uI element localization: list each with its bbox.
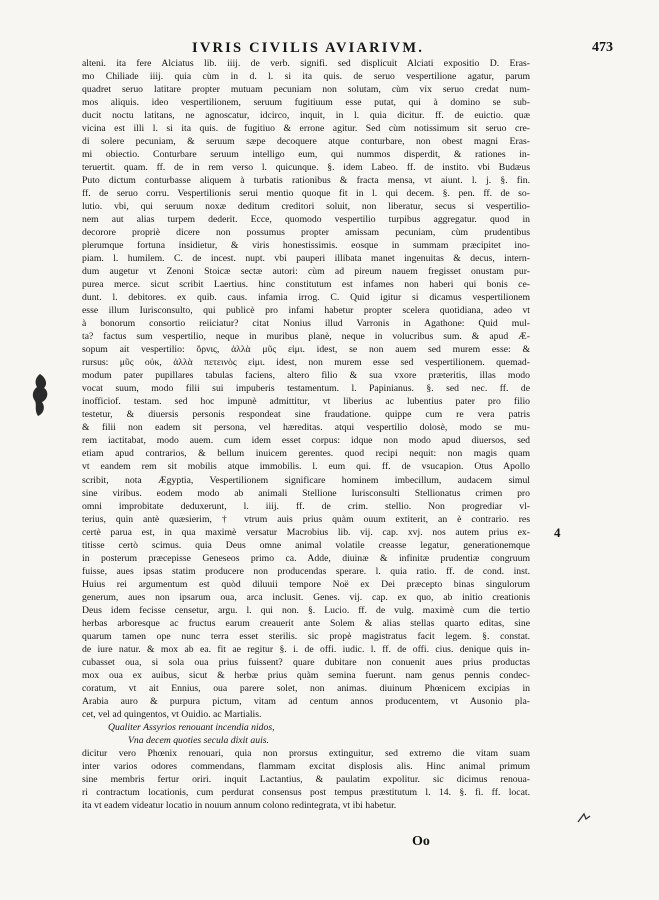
body-text bbox=[82, 57, 530, 812]
text-line: piam. l. humilem. C. de incest. nupt. vbi pauperi illibata manet ingenuitas & decus, intern- bbox=[82, 253, 530, 265]
ink-blot bbox=[30, 372, 52, 418]
text-line: testetur, & diuersis personis respondeat sine fraudatione. quippe cum re vera patris bbox=[82, 409, 530, 421]
text-line: Deus idem fecisse censetur, argu. l. qui non. §. Lucio. ff. de vulg. maximè cum die tertio bbox=[82, 604, 530, 616]
signature-mark: Oo bbox=[412, 834, 430, 849]
text-line: rem iactitabat, modo auem. cum idem esset corpus: idque non modo apud diuersos, sed bbox=[82, 435, 530, 447]
text-line: mox oua ex auibus, sicut & herbæ prius quàm semina fuerunt. nam genus pennis condec- bbox=[82, 669, 530, 681]
text-line: purea merce. sicut scribit Laertius. hinc constitutum est infames non haberi qui bonis ce- bbox=[82, 279, 530, 291]
text-line: cubasset oua, si sola oua prius fuissent? quare dubitare non conuenit aues prius productas bbox=[82, 656, 530, 668]
text-line: plerumque fortuna insidietur, & viris honestissimis. eosque in summam præcipitet ino- bbox=[82, 240, 530, 252]
text-line: mo Chiliade iiij. quia cùm in d. l. si ita quis. de seruo vespertilione agatur, parum bbox=[82, 71, 530, 83]
text-line: herbas arboresque ac fructus earum creauerit ante Solem & alias stellas quarto editas, sine bbox=[82, 617, 530, 629]
text-line: decorore propriè dicere non possumus propter amissam pecuniam, cùm prudentibus bbox=[82, 227, 530, 239]
text-line: titisse certò scimus. quia Deus omne animal volatile creasse legatur, generationemque bbox=[82, 539, 530, 551]
margin-note: 4 bbox=[554, 525, 561, 540]
text-line: vocat suum, modo filii sui impuberis testamentum. l. Papinianus. §. sed nec. ff. de bbox=[82, 383, 530, 395]
text-line: etiam apud contrarios, & bellum inuicem gerentes. quod recipi nequit: non magis quam bbox=[82, 448, 530, 460]
page-number: 473 bbox=[592, 40, 613, 55]
text-line: omni improbitate deduxerunt, l. iiij. ff. de crim. stellio. Non progrediar vl- bbox=[82, 500, 530, 512]
text-line: mos aliquis. ideo vespertilionem, seruum fugitiuum esse putat, qui à domino se sub- bbox=[82, 97, 530, 109]
text-line: inter varios odores commendans, flammam excitat displosis alis. Hinc animal primum bbox=[82, 760, 530, 772]
text-line: fuisse, aues ipsas statim producere non producendas sperare. l. quia ratio. ff. de cond. inst. bbox=[82, 565, 530, 577]
text-line: à bonorum consortio reiiciatur? citat Nonius illud Varronis in Agathone: Quid mul- bbox=[82, 318, 530, 330]
text-line: teruertit. quam. ff. de in rem verso l. quicunque. §. idem Labeo. ff. de instito. vbi Budæus bbox=[82, 162, 530, 174]
text-line: quarum tamen ope nunc terra esset sterilis. sic propè magistratus facit legem. §. constat. bbox=[82, 630, 530, 642]
text-line: dum augetur vt Zenoni Stoicæ sectæ autori: cùm ad pireum nauem fregisset onustam pur- bbox=[82, 266, 530, 278]
text-line: sopum ait vespertilio: ὄρνις, ἀλλὰ μῦς εἰμι. idest, se non auem sed murem esse: & bbox=[82, 344, 530, 356]
text-line: generum, aues non ipsarum oua, arca inclusit. Genes. vij. cap. ex quo, ab initio creationis bbox=[82, 591, 530, 603]
verse-line: Qualiter Assyrios renouant incendia nidos, bbox=[108, 721, 275, 733]
text-line: cet, vel ad quingentos, vt Ouidio. ac Martialis. bbox=[82, 708, 262, 720]
text-line: mi obiectio. Conturbare seruum intelligo eum, qui nummos disperdit, & rationes in- bbox=[82, 149, 530, 161]
text-line: ff. de seruo corru. Vespertilionis serui mentio quoque fit in l. qui decem. §. pen. ff. de so- bbox=[82, 188, 530, 200]
text-line: quadret seruo latitare propter mutuam pecuniam non solutam, cùm vix seruo credat num- bbox=[82, 84, 530, 96]
text-line: sine viribus. eodem modo ab animali Stellione Iurisconsulti Stellionatus crimen pro bbox=[82, 487, 530, 499]
running-title: IVRIS CIVILIS AVIARIVM. bbox=[192, 40, 425, 56]
verse-line: Vna decem quoties secula dixit auis. bbox=[128, 734, 269, 746]
text-line: dicitur vero Phœnix renouari, quia non prorsus extinguitur, sed extremo die vitam suam bbox=[82, 747, 530, 759]
text-line: coratum, vt ait Ennius, oua parere solet, non animas. diuinum Phœnicem excipias in bbox=[82, 682, 530, 694]
text-line: Huius rei argumentum est quòd diluuii tempore Noë ex Dei præcepto binas singulorum bbox=[82, 578, 530, 590]
text-line: Puto dictum conturbasse aliquem à turbatis rationibus & fracta mensa, vt aiunt. l. j. §. fin. bbox=[82, 175, 530, 187]
text-line: inofficiof. testam. sed hoc impunè admittitur, vt liberius ac lubentius pater pro filio bbox=[82, 396, 530, 408]
text-line: scribit, nota Ægyptia, Vespertilionem significare hominem imbecillum, audacem simul bbox=[82, 474, 530, 486]
text-line: ducit noctu latitans, ne agnoscatur, idcirco, inquit, in l. quia dicitur. ff. de euictio. quæ bbox=[82, 110, 530, 122]
text-line: vt eandem rem sit mobilis atque immobilis. l. eum qui. ff. de vsucapion. Otus Apollo bbox=[82, 461, 530, 473]
text-line: esse illum Iurisconsulto, qui publicè pro infami habetur propter scelera quotidiana, adeo vt bbox=[82, 305, 530, 317]
pen-mark bbox=[577, 812, 591, 824]
text-line: lutio. vbi, qui seruum noxæ deditum creditori soluit, non liberatur, secus si vespertilio- bbox=[82, 201, 530, 213]
text-line: alteni. ita fere Alciatus lib. iiij. de verb. signifi. sed displicuit Alciati expositio D. Eras- bbox=[82, 58, 530, 69]
text-line: ita vt eadem videatur locatio in nouum annum colono redintegrata, vt ibi habetur. bbox=[82, 799, 397, 811]
text-line: di solere pecuniam, & seruum sæpe decoquere atque conturbare, non obest magni Eras- bbox=[82, 136, 530, 148]
text-line: ta? factus sum vespertilio, neque in muribus planè, neque in volucribus sum. & apud Æ- bbox=[82, 331, 530, 343]
text-line: terius, quin antè quæsierim, † vtrum auis prius quàm ouum extiterit, an è contrario. res bbox=[82, 513, 530, 525]
text-line: ri contractum locationis, cum perdurat consensus post tempus præstitutum l. 14. §. fi. ff. locat. bbox=[82, 786, 530, 798]
text-line: certè parua est, in qua maximè versatur Macrobius lib. vij. cap. xvj. nos autem prius ex- bbox=[82, 526, 530, 538]
text-line: de iure natur. & mox ab ea. fit ae regitur §. i. de offi. iudic. l. ff. de offi. cius. denique quis in- bbox=[82, 643, 530, 655]
text-line: sine membris fertur oriri. inquit Lactantius, & paulatim expolitur. sic dicimus renoua- bbox=[82, 773, 530, 785]
text-line: dunt. l. debitores. ex quib. caus. infamia irrog. C. Quid igitur si dicamus vespertilionem bbox=[82, 292, 530, 304]
text-line: modum pater pupillares tabulas faciens, altero filio & sua vxore præteritis, illas modo bbox=[82, 370, 530, 382]
text-line: in posterum præcepisse Geneseos primo ca. Adde, diuinæ & infinitæ prudentiæ congruum bbox=[82, 552, 530, 564]
text-line: rursus: μῦς οὐκ, ἀλλὰ πετεινὸς εἰμι. idest, non murem esse sed vespertilionem. quemad- bbox=[82, 357, 530, 369]
text-line: nem aut alias turpem dederit. Ecce, quomodo vespertilio turpibus aggregatur. quod in bbox=[82, 214, 530, 226]
text-line: vicina est illi l. si ita quis. de fugitiuo & errone agitur. Sed cùm notissimum sit seruo cre- bbox=[82, 123, 530, 135]
text-line: Arabia auro & purpura pictum, vitam ad centum annos producentem, vt Ausonio pla- bbox=[82, 695, 530, 707]
text-line: & filii non eadem sit persona, vel hæreditas. atqui vespertilio dolosè, modo se mu- bbox=[82, 422, 530, 434]
